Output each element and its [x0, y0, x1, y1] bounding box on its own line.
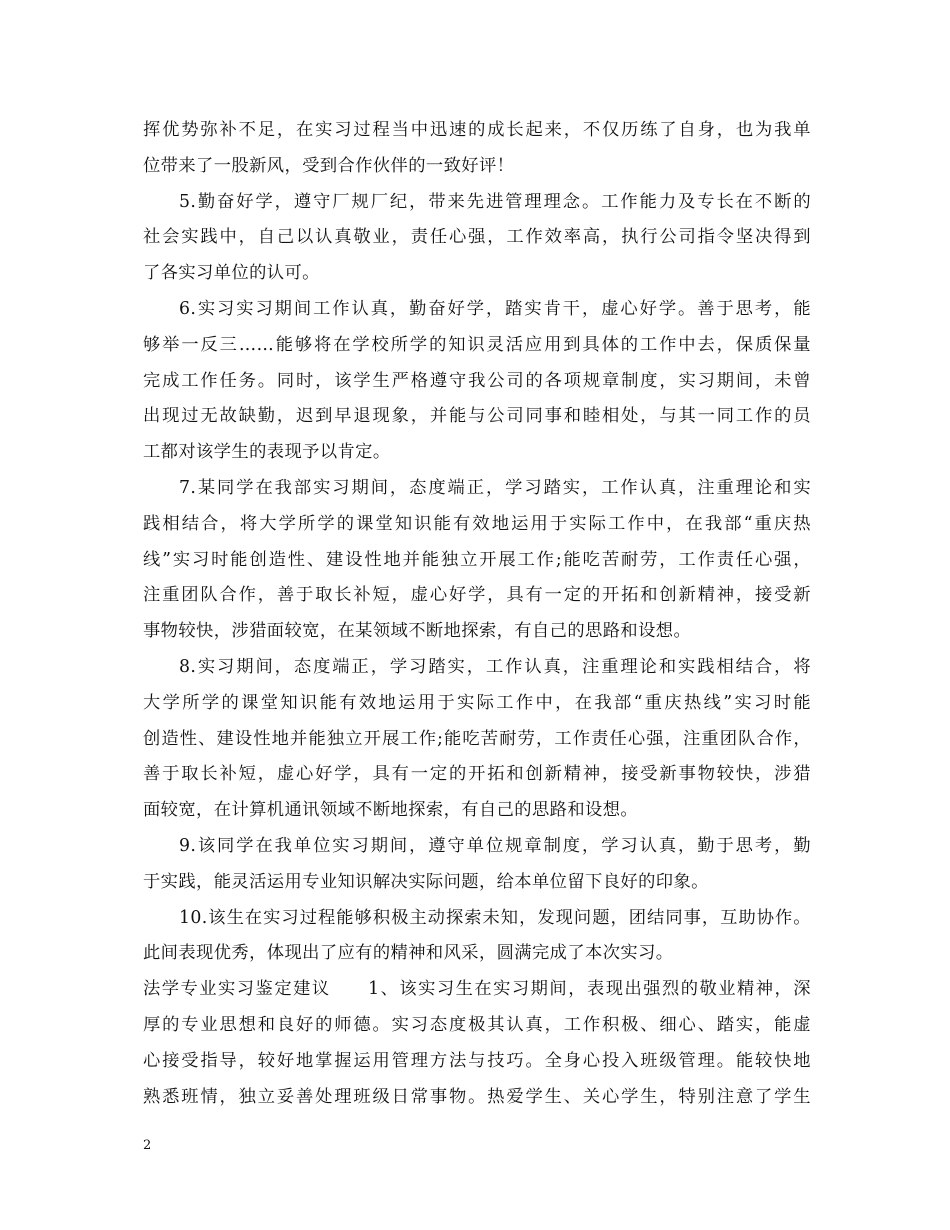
- text-line: 工都对该学生的表现予以肯定。: [143, 442, 391, 463]
- paragraph-8-start: 8.实习期间，态度端正，学习踏实，工作认真，注重理论和实践相结合，将: [179, 656, 811, 677]
- paragraph-6-start: 6.实习实习期间工作认真，勤奋好学，踏实肯干，虚心好学。善于思考，能: [179, 298, 811, 319]
- text-line: 出现过无故缺勤，迟到早退现象，并能与公司同事和睦相处，与其一同工作的员: [143, 406, 811, 427]
- text-line: 线”实习时能创造性、建设性地并能独立开展工作;能吃苦耐劳，工作责任心强，: [143, 549, 811, 570]
- text-line: 心接受指导，较好地掌握运用管理方法与技巧。全身心投入班级管理。能较快地: [143, 1050, 811, 1071]
- text-line: 事物较快，涉猎面较宽，在某领域不断地探索，有自己的思路和设想。: [143, 621, 692, 642]
- text-line: 位带来了一股新风，受到合作伙伴的一致好评！: [143, 155, 515, 176]
- text-line: 善于取长补短，虚心好学，具有一定的开拓和创新精神，接受新事物较快，涉猎: [143, 764, 811, 785]
- document-body: [143, 113, 811, 1115]
- text-line: 创造性、建设性地并能独立开展工作;能吃苦耐劳，工作责任心强，注重团队合作，: [143, 728, 811, 749]
- text-line: 了各实习单位的认可。: [143, 263, 320, 284]
- paragraph-9-start: 9.该同学在我单位实习期间，遵守单位规章制度，学习认真，勤于思考，勤: [179, 835, 811, 856]
- text-line: 熟悉班情，独立妥善处理班级日常事物。热爱学生、关心学生，特别注意了学生: [143, 1086, 811, 1107]
- text-line: 面较宽，在计算机通讯领域不断地探索，有自己的思路和设想。: [143, 800, 639, 821]
- text-line: 注重团队合作，善于取长补短，虚心好学，具有一定的开拓和创新精神，接受新: [143, 585, 811, 606]
- text-line: 此间表现优秀，体现出了应有的精神和风采，圆满完成了本次实习。: [143, 943, 674, 964]
- section-heading-line: 法学专业实习鉴定建议 1、该实习生在实习期间，表现出强烈的敬业精神，深: [143, 979, 811, 1000]
- paragraph-10-start: 10.该生在实习过程能够积极主动探索未知，发现问题，团结同事，互助协作。: [179, 907, 811, 928]
- text-line: 践相结合，将大学所学的课堂知识能有效地运用于实际工作中，在我部“重庆热: [143, 513, 811, 534]
- page-number: 2: [143, 1138, 152, 1153]
- text-line: 于实践，能灵活运用专业知识解决实际问题，给本单位留下良好的印象。: [143, 871, 709, 892]
- text-line: 够举一反三……能够将在学校所学的知识灵活应用到具体的工作中去，保质保量: [143, 334, 811, 355]
- text-line: 挥优势弥补不足，在实习过程当中迅速的成长起来，不仅历练了自身，也为我单: [143, 120, 811, 140]
- paragraph-7-start: 7.某同学在我部实习期间，态度端正，学习踏实，工作认真，注重理论和实: [179, 477, 811, 498]
- text-line: 厚的专业思想和良好的师德。实习态度极其认真，工作积极、细心、踏实，能虚: [143, 1014, 811, 1035]
- text-line: 大学所学的课堂知识能有效地运用于实际工作中，在我部“重庆热线”实习时能: [143, 692, 811, 713]
- text-line: 社会实践中，自己以认真敬业，责任心强，工作效率高，执行公司指令坚决得到: [143, 227, 811, 248]
- text-line: 完成工作任务。同时，该学生严格遵守我公司的各项规章制度，实习期间，未曾: [143, 370, 811, 391]
- paragraph-5-start: 5.勤奋好学，遵守厂规厂纪，带来先进管理理念。工作能力及专长在不断的: [179, 191, 811, 212]
